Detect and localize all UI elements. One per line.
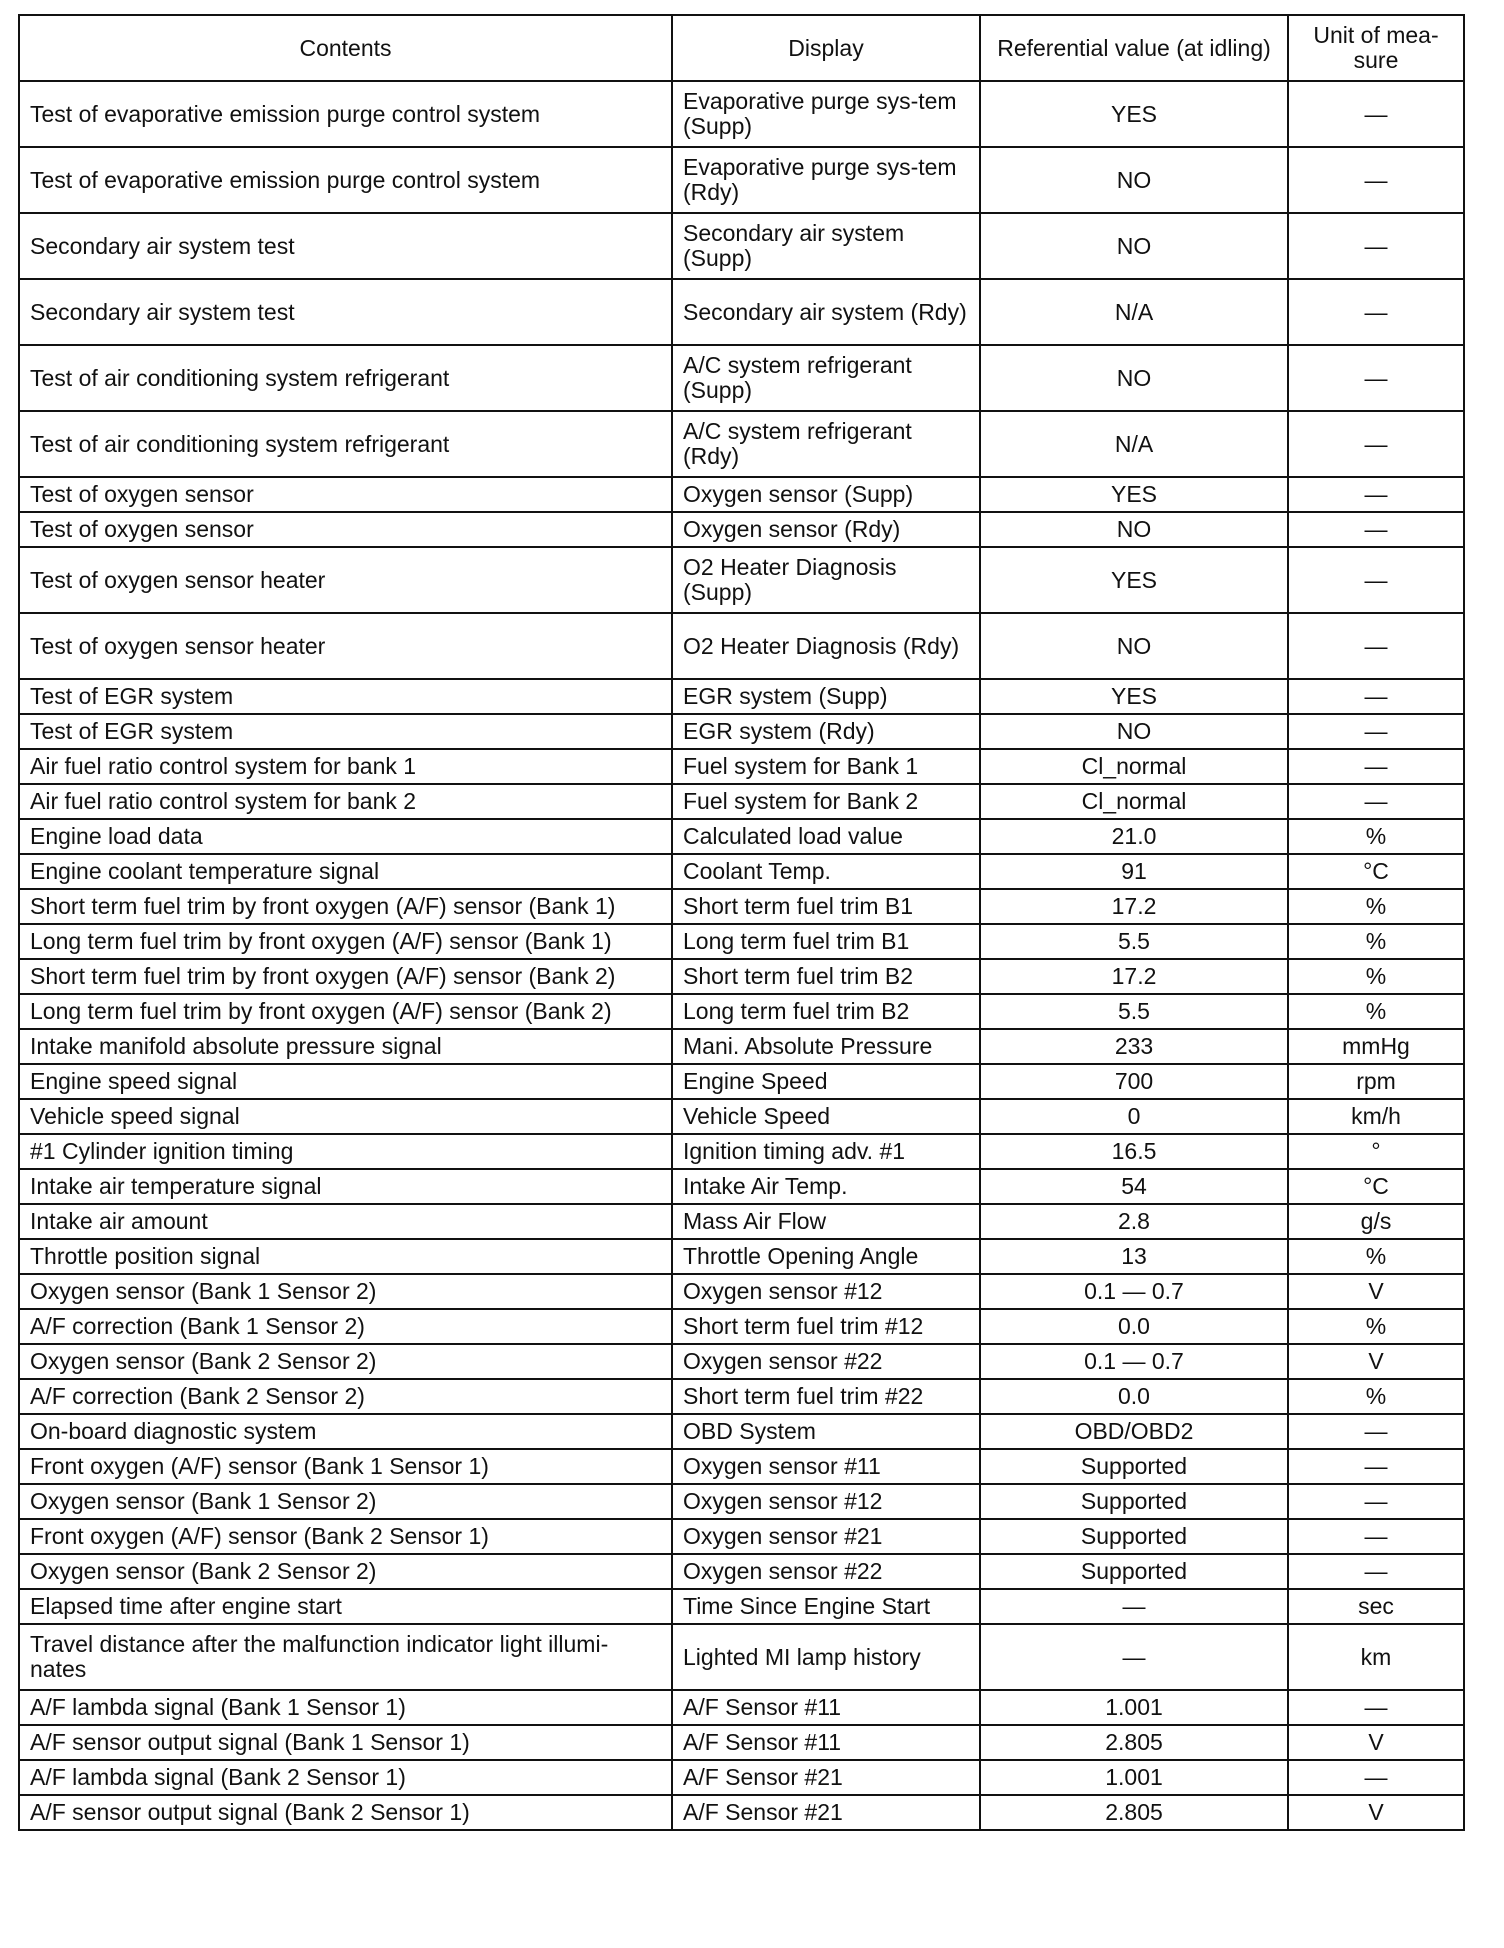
cell-referential-value: 0 (980, 1099, 1288, 1134)
table-row (19, 994, 1464, 1029)
table-row (19, 1274, 1464, 1309)
cell-display: Throttle Opening Angle (672, 1239, 980, 1274)
cell-contents: Engine load data (19, 819, 672, 854)
cell-unit: V (1288, 1274, 1464, 1309)
cell-display: Oxygen sensor #12 (672, 1484, 980, 1519)
cell-referential-value: 0.0 (980, 1309, 1288, 1344)
cell-contents: Test of oxygen sensor heater (19, 547, 672, 613)
cell-contents: Test of EGR system (19, 714, 672, 749)
cell-unit: — (1288, 679, 1464, 714)
table-row (19, 1239, 1464, 1274)
header-unit-of-measure: Unit of mea-sure (1288, 15, 1464, 81)
table-row (19, 81, 1464, 147)
cell-referential-value: 16.5 (980, 1134, 1288, 1169)
cell-unit: — (1288, 613, 1464, 679)
cell-contents: Test of oxygen sensor (19, 512, 672, 547)
cell-referential-value: 0.0 (980, 1379, 1288, 1414)
header-display: Display (672, 15, 980, 81)
table-row (19, 1414, 1464, 1449)
cell-contents: Intake manifold absolute pressure signal (19, 1029, 672, 1064)
cell-display: Short term fuel trim B2 (672, 959, 980, 994)
cell-contents: Intake air amount (19, 1204, 672, 1239)
table-row (19, 1169, 1464, 1204)
cell-contents: Travel distance after the malfunction indicator light illumi-nates (19, 1624, 672, 1690)
cell-contents: Long term fuel trim by front oxygen (A/F) sensor (Bank 1) (19, 924, 672, 959)
cell-unit: — (1288, 1484, 1464, 1519)
cell-unit: — (1288, 477, 1464, 512)
cell-unit: — (1288, 279, 1464, 345)
cell-unit: — (1288, 1449, 1464, 1484)
cell-referential-value: NO (980, 512, 1288, 547)
cell-unit: — (1288, 714, 1464, 749)
cell-display: EGR system (Rdy) (672, 714, 980, 749)
cell-contents: Test of EGR system (19, 679, 672, 714)
table-row (19, 1134, 1464, 1169)
cell-unit: g/s (1288, 1204, 1464, 1239)
cell-display: Lighted MI lamp history (672, 1624, 980, 1690)
cell-unit: V (1288, 1725, 1464, 1760)
cell-referential-value: YES (980, 679, 1288, 714)
cell-referential-value: 2.805 (980, 1725, 1288, 1760)
cell-unit: — (1288, 1690, 1464, 1725)
cell-display: EGR system (Supp) (672, 679, 980, 714)
cell-unit: % (1288, 819, 1464, 854)
cell-contents: Short term fuel trim by front oxygen (A/F) sensor (Bank 1) (19, 889, 672, 924)
cell-unit: % (1288, 1379, 1464, 1414)
cell-contents: Oxygen sensor (Bank 1 Sensor 2) (19, 1274, 672, 1309)
cell-display: Oxygen sensor #22 (672, 1344, 980, 1379)
cell-display: Calculated load value (672, 819, 980, 854)
cell-referential-value: Supported (980, 1449, 1288, 1484)
table-row (19, 959, 1464, 994)
table-row (19, 819, 1464, 854)
cell-contents: Test of evaporative emission purge control system (19, 147, 672, 213)
cell-contents: Engine coolant temperature signal (19, 854, 672, 889)
cell-referential-value: 700 (980, 1064, 1288, 1099)
cell-referential-value: NO (980, 714, 1288, 749)
cell-contents: Secondary air system test (19, 213, 672, 279)
table-row (19, 1309, 1464, 1344)
table-row (19, 1624, 1464, 1690)
cell-referential-value: Supported (980, 1519, 1288, 1554)
cell-display: Oxygen sensor #21 (672, 1519, 980, 1554)
table-row (19, 1344, 1464, 1379)
cell-display: Engine Speed (672, 1064, 980, 1099)
cell-display: Short term fuel trim #12 (672, 1309, 980, 1344)
cell-display: Short term fuel trim B1 (672, 889, 980, 924)
cell-contents: Front oxygen (A/F) sensor (Bank 2 Sensor 1) (19, 1519, 672, 1554)
table-row (19, 1029, 1464, 1064)
cell-display: Oxygen sensor #11 (672, 1449, 980, 1484)
table-row (19, 854, 1464, 889)
cell-referential-value: YES (980, 477, 1288, 512)
cell-contents: Test of air conditioning system refrigerant (19, 345, 672, 411)
table-row (19, 1589, 1464, 1624)
cell-referential-value: 0.1 — 0.7 (980, 1344, 1288, 1379)
cell-unit: — (1288, 547, 1464, 613)
cell-display: Mani. Absolute Pressure (672, 1029, 980, 1064)
cell-unit: % (1288, 1309, 1464, 1344)
cell-contents: Vehicle speed signal (19, 1099, 672, 1134)
cell-unit: — (1288, 345, 1464, 411)
cell-display: A/C system refrigerant (Supp) (672, 345, 980, 411)
cell-referential-value: 1.001 (980, 1690, 1288, 1725)
cell-referential-value: NO (980, 613, 1288, 679)
cell-unit: — (1288, 81, 1464, 147)
cell-contents: Oxygen sensor (Bank 2 Sensor 2) (19, 1344, 672, 1379)
cell-display: A/C system refrigerant (Rdy) (672, 411, 980, 477)
table-row (19, 1554, 1464, 1589)
cell-referential-value: Supported (980, 1484, 1288, 1519)
cell-referential-value: 233 (980, 1029, 1288, 1064)
header-row (19, 15, 1464, 81)
table-row (19, 411, 1464, 477)
cell-referential-value: OBD/OBD2 (980, 1414, 1288, 1449)
cell-contents: Oxygen sensor (Bank 2 Sensor 2) (19, 1554, 672, 1589)
cell-unit: ° (1288, 1134, 1464, 1169)
cell-unit: % (1288, 994, 1464, 1029)
header-contents: Contents (19, 15, 672, 81)
cell-referential-value: 54 (980, 1169, 1288, 1204)
cell-display: A/F Sensor #21 (672, 1795, 980, 1830)
table-body (19, 81, 1464, 1830)
cell-display: Fuel system for Bank 2 (672, 784, 980, 819)
cell-display: Evaporative purge sys-tem (Rdy) (672, 147, 980, 213)
cell-display: Oxygen sensor #12 (672, 1274, 980, 1309)
cell-contents: A/F sensor output signal (Bank 1 Sensor 1) (19, 1725, 672, 1760)
cell-unit: V (1288, 1795, 1464, 1830)
cell-unit: — (1288, 749, 1464, 784)
cell-display: Evaporative purge sys-tem (Supp) (672, 81, 980, 147)
cell-contents: Oxygen sensor (Bank 1 Sensor 2) (19, 1484, 672, 1519)
cell-unit: — (1288, 784, 1464, 819)
table-row (19, 213, 1464, 279)
cell-contents: Test of air conditioning system refrigerant (19, 411, 672, 477)
cell-display: Oxygen sensor (Rdy) (672, 512, 980, 547)
cell-contents: Engine speed signal (19, 1064, 672, 1099)
cell-referential-value: 2.805 (980, 1795, 1288, 1830)
cell-contents: Long term fuel trim by front oxygen (A/F) sensor (Bank 2) (19, 994, 672, 1029)
cell-referential-value: 0.1 — 0.7 (980, 1274, 1288, 1309)
cell-unit: — (1288, 1760, 1464, 1795)
cell-referential-value: 17.2 (980, 889, 1288, 924)
table-row (19, 784, 1464, 819)
cell-unit: — (1288, 1414, 1464, 1449)
table-row (19, 1484, 1464, 1519)
cell-display: Time Since Engine Start (672, 1589, 980, 1624)
cell-display: Ignition timing adv. #1 (672, 1134, 980, 1169)
table-row (19, 1519, 1464, 1554)
table-row (19, 1379, 1464, 1414)
cell-contents: A/F sensor output signal (Bank 2 Sensor 1) (19, 1795, 672, 1830)
table-row (19, 279, 1464, 345)
cell-contents: Test of oxygen sensor (19, 477, 672, 512)
cell-contents: Test of oxygen sensor heater (19, 613, 672, 679)
table-row (19, 613, 1464, 679)
cell-referential-value: 1.001 (980, 1760, 1288, 1795)
cell-display: Intake Air Temp. (672, 1169, 980, 1204)
cell-unit: km (1288, 1624, 1464, 1690)
table-row (19, 477, 1464, 512)
cell-display: Secondary air system (Rdy) (672, 279, 980, 345)
table-row (19, 1725, 1464, 1760)
data-table (18, 14, 1465, 1831)
cell-referential-value: 5.5 (980, 994, 1288, 1029)
cell-contents: Short term fuel trim by front oxygen (A/F) sensor (Bank 2) (19, 959, 672, 994)
cell-display: O2 Heater Diagnosis (Rdy) (672, 613, 980, 679)
cell-referential-value: Cl_normal (980, 749, 1288, 784)
table-row (19, 147, 1464, 213)
cell-display: OBD System (672, 1414, 980, 1449)
cell-referential-value: — (980, 1624, 1288, 1690)
table-header (19, 15, 1464, 81)
cell-referential-value: N/A (980, 279, 1288, 345)
cell-referential-value: 13 (980, 1239, 1288, 1274)
cell-referential-value: NO (980, 213, 1288, 279)
table-row (19, 1064, 1464, 1099)
cell-display: Vehicle Speed (672, 1099, 980, 1134)
cell-contents: Throttle position signal (19, 1239, 672, 1274)
cell-referential-value: 17.2 (980, 959, 1288, 994)
cell-contents: A/F correction (Bank 1 Sensor 2) (19, 1309, 672, 1344)
cell-referential-value: 2.8 (980, 1204, 1288, 1239)
cell-unit: — (1288, 213, 1464, 279)
cell-contents: A/F lambda signal (Bank 2 Sensor 1) (19, 1760, 672, 1795)
table-row (19, 679, 1464, 714)
cell-unit: % (1288, 1239, 1464, 1274)
cell-contents: Front oxygen (A/F) sensor (Bank 1 Sensor 1) (19, 1449, 672, 1484)
cell-unit: km/h (1288, 1099, 1464, 1134)
table-row (19, 1795, 1464, 1830)
cell-contents: Air fuel ratio control system for bank 2 (19, 784, 672, 819)
cell-unit: % (1288, 959, 1464, 994)
cell-display: Long term fuel trim B1 (672, 924, 980, 959)
cell-unit: °C (1288, 854, 1464, 889)
header-referential-value: Referential value (at idling) (980, 15, 1288, 81)
cell-referential-value: NO (980, 345, 1288, 411)
table-row (19, 1099, 1464, 1134)
cell-unit: mmHg (1288, 1029, 1464, 1064)
table-row (19, 714, 1464, 749)
cell-contents: Air fuel ratio control system for bank 1 (19, 749, 672, 784)
cell-display: Fuel system for Bank 1 (672, 749, 980, 784)
cell-display: O2 Heater Diagnosis (Supp) (672, 547, 980, 613)
cell-referential-value: 21.0 (980, 819, 1288, 854)
cell-unit: — (1288, 1519, 1464, 1554)
cell-referential-value: NO (980, 147, 1288, 213)
table-row (19, 924, 1464, 959)
cell-referential-value: Cl_normal (980, 784, 1288, 819)
table-row (19, 889, 1464, 924)
table-row (19, 749, 1464, 784)
table-row (19, 345, 1464, 411)
cell-referential-value: Supported (980, 1554, 1288, 1589)
cell-contents: A/F correction (Bank 2 Sensor 2) (19, 1379, 672, 1414)
cell-display: A/F Sensor #11 (672, 1725, 980, 1760)
cell-display: Secondary air system (Supp) (672, 213, 980, 279)
table-row (19, 1760, 1464, 1795)
cell-display: Mass Air Flow (672, 1204, 980, 1239)
cell-referential-value: N/A (980, 411, 1288, 477)
cell-unit: — (1288, 147, 1464, 213)
cell-display: Short term fuel trim #22 (672, 1379, 980, 1414)
cell-referential-value: 5.5 (980, 924, 1288, 959)
cell-unit: V (1288, 1344, 1464, 1379)
cell-contents: #1 Cylinder ignition timing (19, 1134, 672, 1169)
table-row (19, 1449, 1464, 1484)
cell-display: Oxygen sensor #22 (672, 1554, 980, 1589)
cell-display: Oxygen sensor (Supp) (672, 477, 980, 512)
cell-unit: — (1288, 411, 1464, 477)
cell-unit: % (1288, 924, 1464, 959)
cell-unit: °C (1288, 1169, 1464, 1204)
cell-contents: Test of evaporative emission purge control system (19, 81, 672, 147)
cell-referential-value: — (980, 1589, 1288, 1624)
cell-unit: sec (1288, 1589, 1464, 1624)
cell-display: A/F Sensor #11 (672, 1690, 980, 1725)
cell-display: A/F Sensor #21 (672, 1760, 980, 1795)
cell-unit: — (1288, 512, 1464, 547)
table-row (19, 512, 1464, 547)
cell-referential-value: 91 (980, 854, 1288, 889)
cell-contents: Secondary air system test (19, 279, 672, 345)
table-row (19, 1690, 1464, 1725)
cell-display: Long term fuel trim B2 (672, 994, 980, 1029)
cell-referential-value: YES (980, 547, 1288, 613)
cell-display: Coolant Temp. (672, 854, 980, 889)
cell-referential-value: YES (980, 81, 1288, 147)
cell-contents: Elapsed time after engine start (19, 1589, 672, 1624)
cell-contents: Intake air temperature signal (19, 1169, 672, 1204)
cell-unit: % (1288, 889, 1464, 924)
cell-contents: A/F lambda signal (Bank 1 Sensor 1) (19, 1690, 672, 1725)
cell-contents: On-board diagnostic system (19, 1414, 672, 1449)
cell-unit: rpm (1288, 1064, 1464, 1099)
table-row (19, 1204, 1464, 1239)
cell-unit: — (1288, 1554, 1464, 1589)
table-row (19, 547, 1464, 613)
